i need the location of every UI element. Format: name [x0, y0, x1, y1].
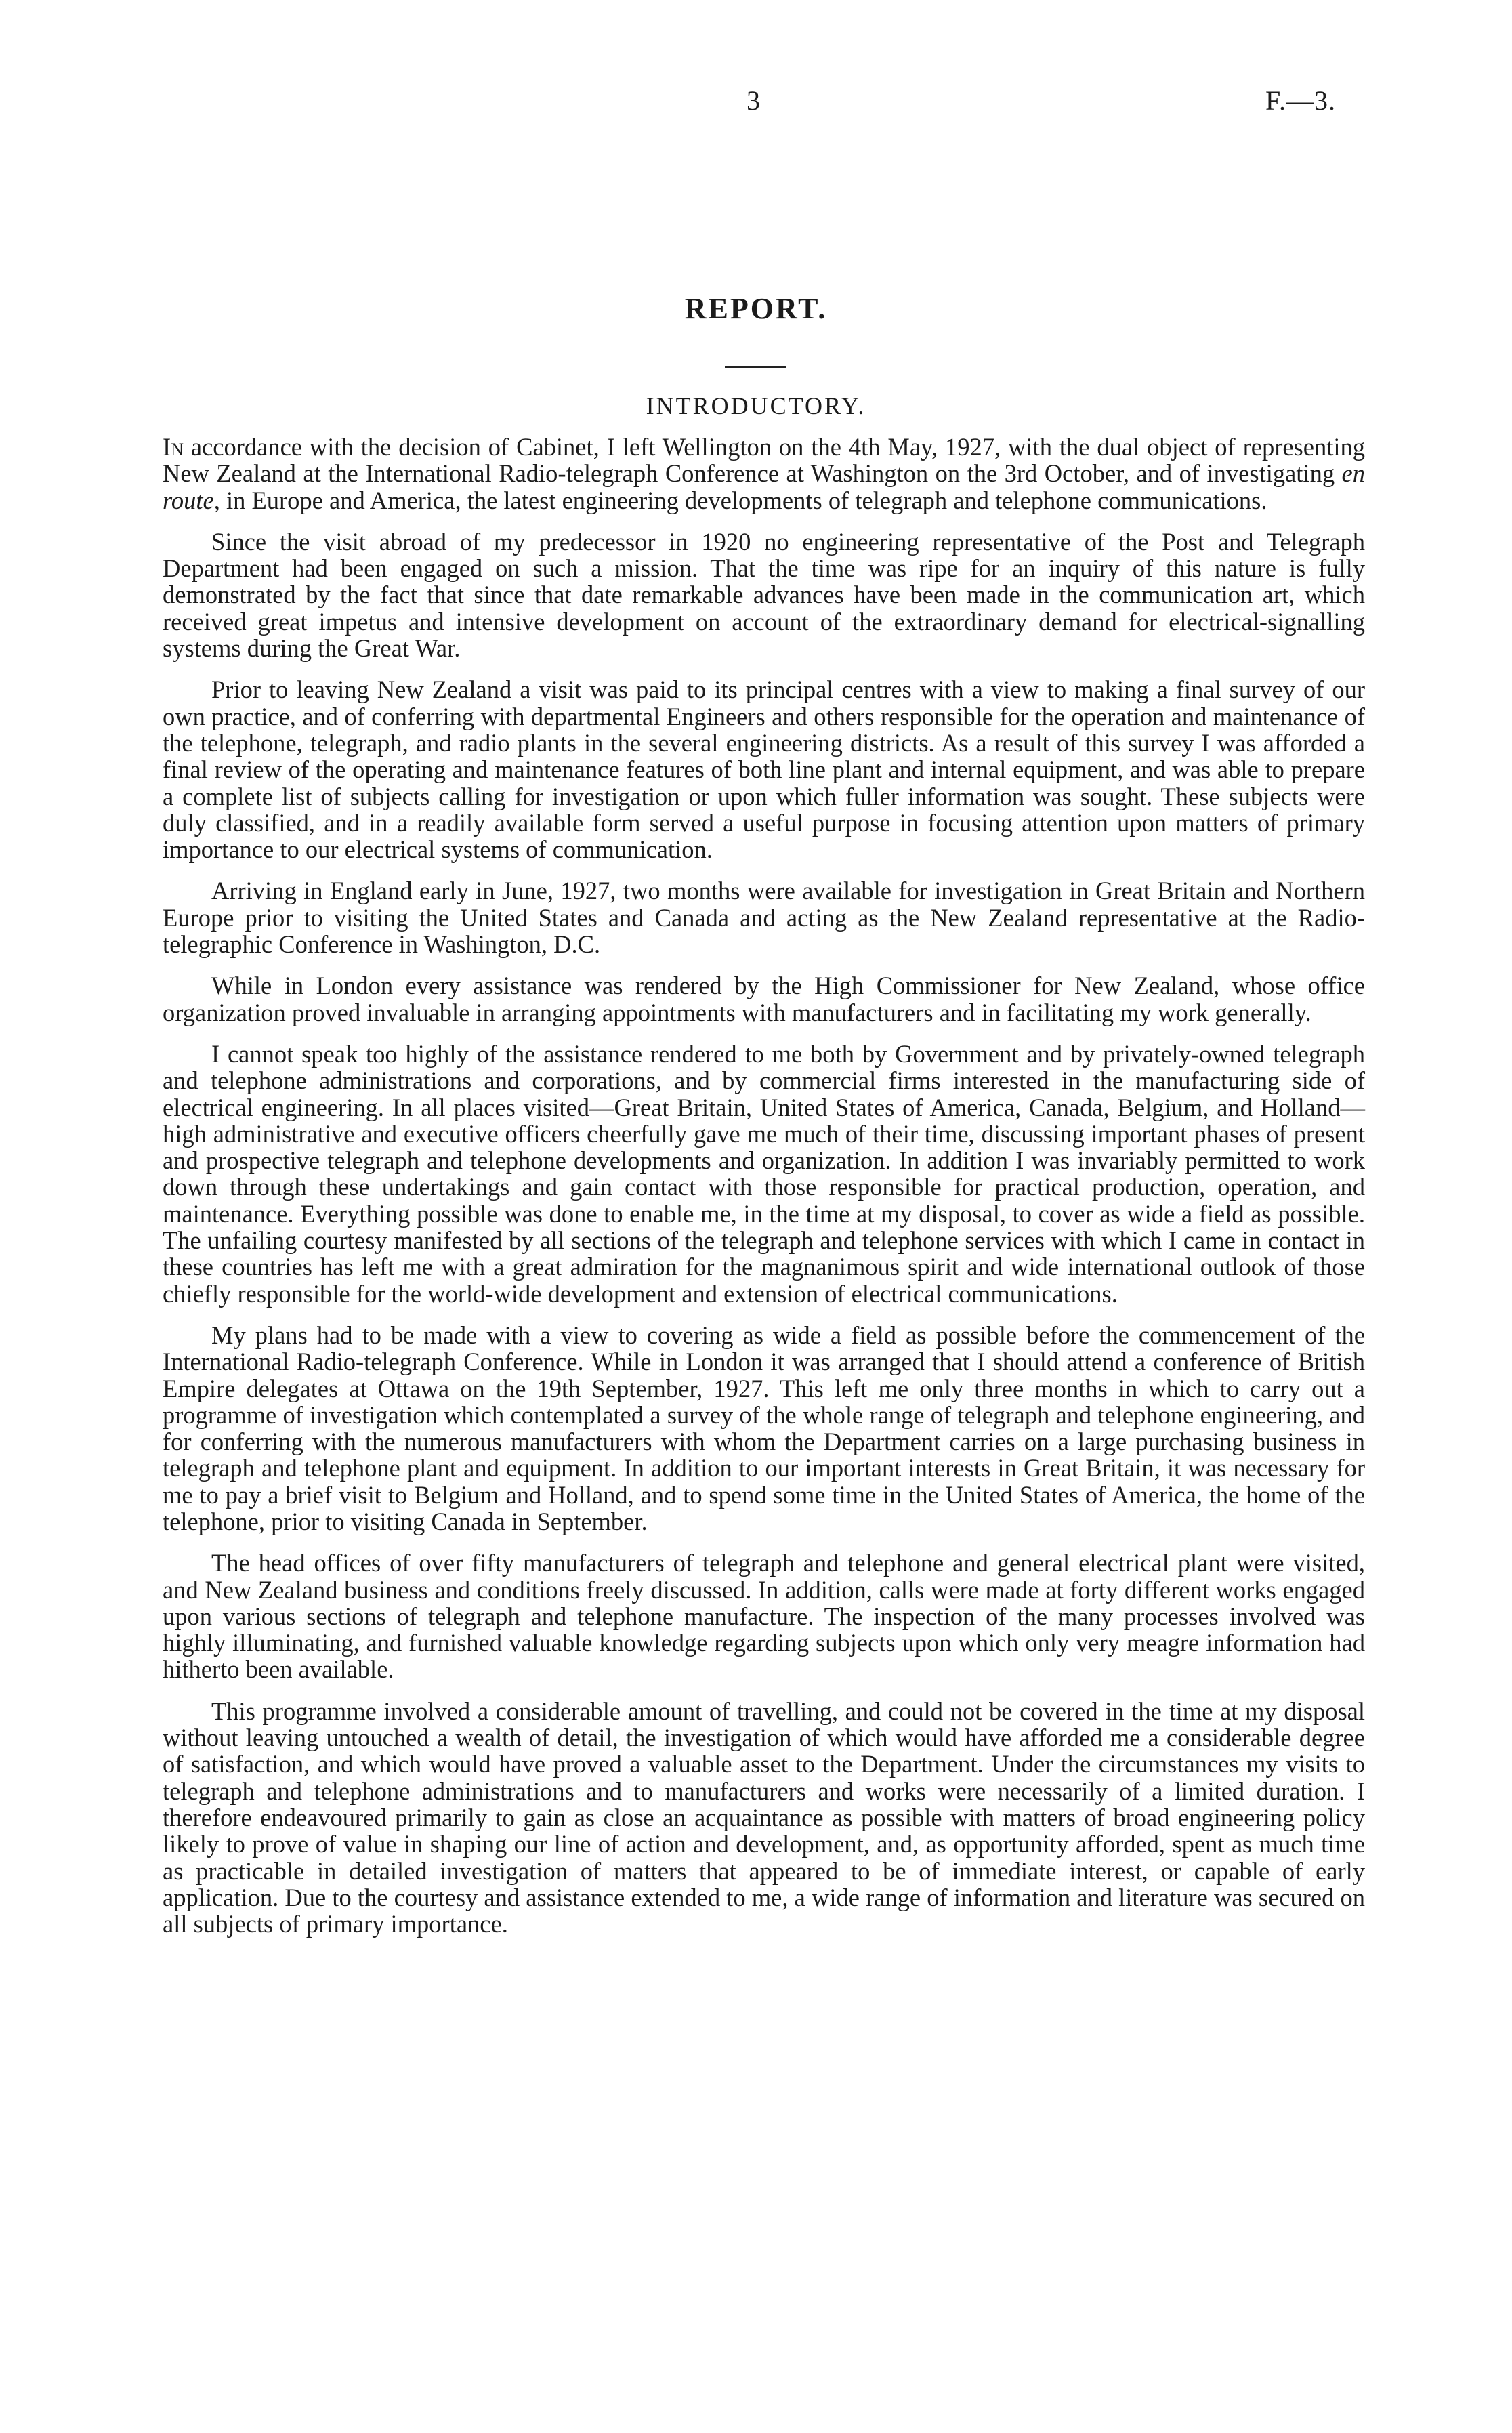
paragraph-1-italic: en route: [163, 459, 1365, 514]
dropcap-word: In: [163, 433, 184, 461]
paragraph-3: Prior to leaving New Zealand a visit was paid to its principal centres with a view to making a final survey of our own practice, and of conferring with departmental Engineers and others responsible for the operation and maintenance of the telephone, telegraph, and radio plants in the several engineering districts. As a result of this survey I was afforded a final review of the operating and maintenance features of both line plant and internal equipment, and was able to prepare a complete list of subjects calling for investigation or upon which fuller information was sought. These subjects were duly classified, and in a readily available form served a useful purpose in focusing attention upon matters of primary importance to our electrical systems of communication.: [163, 675, 1365, 864]
paragraph-5: While in London every assistance was rendered by the High Commissioner for New Zealand, whose office organization proved invaluable in arranging appointments with manufacturers and in facilitating my work generally.: [163, 972, 1365, 1026]
paragraph-4: Arriving in England early in June, 1927, two months were available for investigation in Great Britain and Northern Europe prior to visiting the United States and Canada and acting as the New Zealand representative at the Radio-telegraphic Conference in Washington, D.C.: [163, 877, 1365, 959]
document-reference: F.—3.: [1265, 85, 1337, 116]
paragraph-9: This programme involved a considerable amount of travelling, and could not be covered in the time at my disposal without leaving untouched a wealth of detail, the investigation of which would have afforded me a considerable degree of satisfaction, and which would have proved a valuable asset to the Department. Under the circumstances my visits to telegraph and telephone administrations and to manufacturers and works were necessarily of a limited duration. I therefore endeavoured primarily to gain as close an acquaintance as possible with matters of broad engineering policy likely to prove of value in shaping our line of action and development, and, as opportunity afforded, spent as much time as practicable in detailed investigation of matters that appeared to be of immediate interest, or capable of early application. Due to the courtesy and assistance extended to me, a wide range of information and literature was secured on all subjects of primary importance.: [163, 1697, 1365, 1938]
paragraph-1: [163, 434, 1365, 514]
section-heading-introductory: INTRODUCTORY.: [646, 392, 866, 419]
paragraph-8: The head offices of over fifty manufacturers of telegraph and telephone and general electrical plant were visited, and New Zealand business and conditions freely discussed. In addition, calls were made at forty different works engaged upon various sections of telegraph and telephone manufacture. The inspection of the many processes involved was highly illuminating, and furnished valuable knowledge regarding subjects upon which only very meagre information had hitherto been available.: [163, 1549, 1365, 1684]
paragraph-1-text-a: accordance with the decision of Cabinet, I left Wellington on the 4th May, 1927, with the dual object of representing New Zealand at the International Radio-telegraph Conference at Washington on the 3rd October, and of investigating: [163, 433, 1365, 488]
report-title: REPORT.: [684, 292, 828, 325]
paragraph-2: Since the visit abroad of my predecessor in 1920 no engineering representative of the Post and Telegraph Department had been engaged on such a mission. That the time was ripe for an inquiry of this nature is fully demonstrated by the fact that since that date remarkable advances have been made in the communication art, which received great impetus and intensive development on account of the extraordinary demand for electrical-signalling systems during the Great War.: [163, 527, 1365, 663]
page-number: 3: [747, 85, 761, 116]
body-text: [163, 434, 1365, 1952]
paragraph-7: My plans had to be made with a view to covering as wide a field as possible before the commencement of the International Radio-telegraph Conference. While in London it was arranged that I should attend a conference of British Empire delegates at Ottawa on the 19th September, 1927. This left me only three months in which to carry out a programme of investigation which contemplated a survey of the whole range of telegraph and telephone engineering, and for conferring with the numerous manufacturers with whom the Department carries on a large purchasing business in telegraph and telephone plant and equipment. In addition to our important interests in Great Britain, it was necessary for me to pay a brief visit to Belgium and Holland, and to spend some time in the United States of America, the home of the telephone, prior to visiting Canada in September.: [163, 1321, 1365, 1535]
title-rule: [725, 366, 786, 368]
paragraph-1-text-b: , in Europe and America, the latest engineering developments of telegraph and telephone communications.: [213, 486, 1267, 514]
paragraph-6: I cannot speak too highly of the assistance rendered to me both by Government and by privately-owned telegraph and telephone administrations and corporations, and by commercial firms interested in the manufacturing side of electrical engineering. In all places visited—Great Britain, United States of America, Canada, Belgium, and Holland—high administrative and executive officers cheerfully gave me much of their time, discussing important phases of present and prospective telegraph and telephone developments and organization. In addition I was invariably permitted to work down through these undertakings and gain contact with those responsible for practical production, operation, and maintenance. Everything possible was done to enable me, in the time at my disposal, to cover as wide a field as possible. The unfailing courtesy manifested by all sections of the telegraph and telephone services with which I came in contact in these countries has left me with a great admiration for the magnanimous spirit and wide international outlook of those chiefly responsible for the world-wide development and extension of electrical communications.: [163, 1039, 1365, 1308]
